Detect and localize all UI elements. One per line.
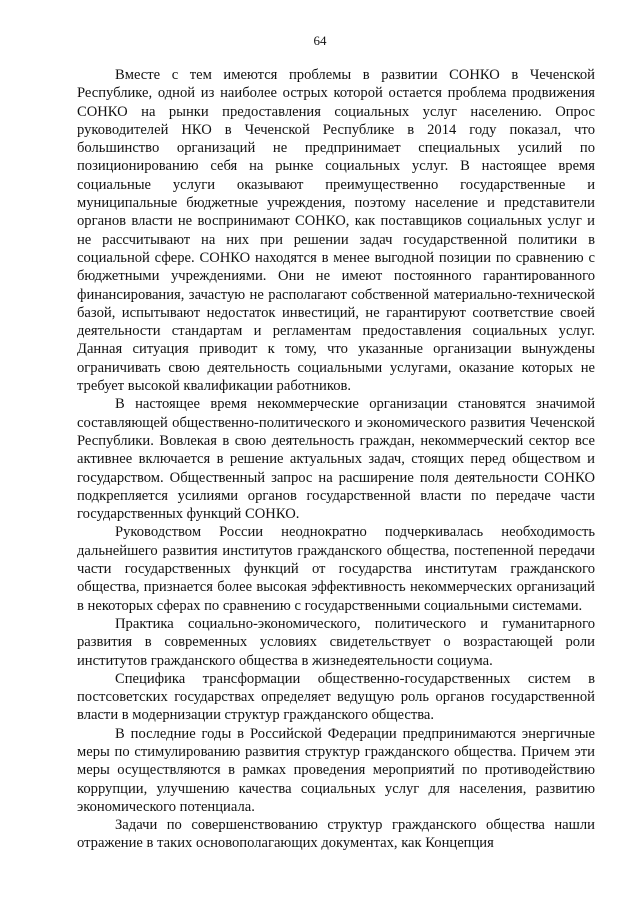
paragraph-5: Специфика трансформации общественно-государственных систем в постсоветских государствах определяет ведущую роль органов государственной власти в модернизации структур гражданского общества. bbox=[77, 670, 595, 724]
paragraph-1: Вместе с тем имеются проблемы в развитии СОНКО в Чеченской Республике, одной из наиболее острых которой остается проблема продвижения СОНКО на рынки предоставления социальных услуг населению. Опрос руководителей НКО в Чеченской Республике в 2014 году показал, что большинство организаций не предпринимает специальных усилий по позиционированию себя на рынке социальных услуг. В настоящее время социальные услуги оказывают преимущественно государственные и муниципальные бюджетные учреждения, поэтому население и представители органов власти не воспринимают СОНКО, как поставщиков социальных услуг и не рассчитывают на них при решении задач государственной политики в социальной сфере. СОНКО находятся в менее выгодной позиции по сравнению с бюджетными учреждениями. Они не имеют постоянного гарантированного финансирования, зачастую не располагают собственной материально-технической базой, испытывают недостаток инвестиций, не гарантируют соответствие своей деятельности стандартам и регламентам предоставления социальных услуг. Данная ситуация приводит к тому, что указанные организации вынуждены ограничивать свою деятельность социальными услугами, оказание которых не требует высокой квалификации работников. bbox=[77, 67, 595, 395]
paragraph-4: Практика социально-экономического, политического и гуманитарного развития в современных условиях свидетельствует о возрастающей роли институтов гражданского общества в жизнедеятельности социума. bbox=[77, 615, 595, 669]
paragraph-6: В последние годы в Российской Федерации предпринимаются энергичные меры по стимулированию развития структур гражданского общества. Причем эти меры осуществляются в рамках проведения мероприятий по противодействию коррупции, улучшению качества социальных услуг для населения, развитию экономического потенциала. bbox=[77, 725, 595, 815]
paragraph-3: Руководством России неоднократно подчеркивалась необходимость дальнейшего развития институтов гражданского общества, постепенной передачи части государственных функций от государства институтам гражданского общества, признается более высокая эффективность некоммерческих организаций в некоторых сферах по сравнению с государственными социальными системами. bbox=[77, 524, 595, 614]
page-number: 64 bbox=[313, 33, 327, 48]
body-text bbox=[77, 66, 595, 853]
paragraph-2: В настоящее время некоммерческие организации становятся значимой составляющей общественно-политического и экономического развития Чеченской Республики. Вовлекая в свою деятельность граждан, некоммерческий сектор все активнее включается в решение актуальных задач, стоящих перед обществом и государством. Общественный запрос на расширение поля деятельности СОНКО подкрепляется усилиями органов государственной власти по передаче части государственных функций СОНКО. bbox=[77, 396, 595, 523]
paragraph-7: Задачи по совершенствованию структур гражданского общества нашли отражение в таких основополагающих документах, как Концепция bbox=[77, 817, 595, 852]
